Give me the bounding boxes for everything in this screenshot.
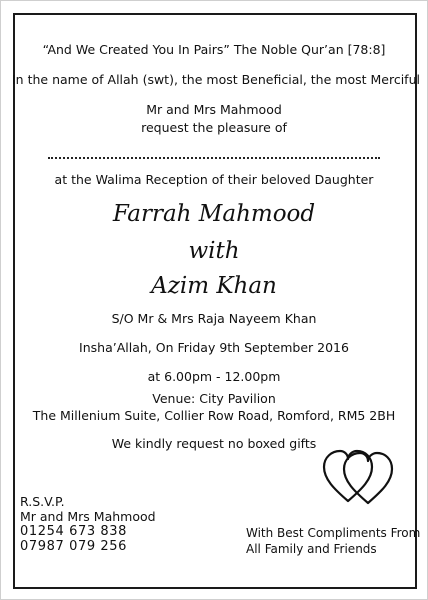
occasion-line: at the Walima Reception of their beloved Daughter	[54, 172, 374, 187]
with-text: with	[188, 238, 240, 264]
rsvp-heading: R.S.V.P.	[20, 494, 65, 509]
date-line: Insha’Allah, On Friday 9th September 2016	[79, 340, 349, 355]
gifts-note-line: We kindly request no boxed gifts	[111, 436, 317, 451]
compliments-line-2: All Family and Friends	[246, 542, 377, 556]
venue-name-line: Venue: City Pavilion	[152, 391, 276, 406]
quran-quote: “And We Created You In Pairs” The Noble Qur’an [78:8]	[42, 42, 386, 57]
interlocking-hearts-icon	[322, 449, 394, 505]
groom-name: Azim Khan	[151, 273, 277, 299]
hosts-line: Mr and Mrs Mahmood	[146, 102, 282, 117]
rsvp-phone-1: 01254 673 838	[20, 524, 128, 539]
rsvp-block	[20, 494, 156, 554]
bride-name: Farrah Mahmood	[112, 201, 316, 227]
groom-parents-line: S/O Mr & Mrs Raja Nayeem Khan	[111, 311, 317, 326]
rsvp-phone-2: 07987 079 256	[20, 539, 128, 554]
compliments-block	[246, 525, 420, 557]
venue-address-line: The Millenium Suite, Collier Row Road, Romford, RM5 2BH	[32, 408, 396, 423]
bismillah-line: In the name of Allah (swt), the most Beneficial, the most Merciful	[12, 72, 420, 87]
rsvp-name: Mr and Mrs Mahmood	[20, 509, 156, 524]
guest-name-dotted-line	[48, 157, 380, 159]
request-line: request the pleasure of	[141, 120, 287, 135]
time-line: at 6.00pm - 12.00pm	[147, 369, 281, 384]
compliments-line-1: With Best Compliments From	[246, 526, 421, 540]
